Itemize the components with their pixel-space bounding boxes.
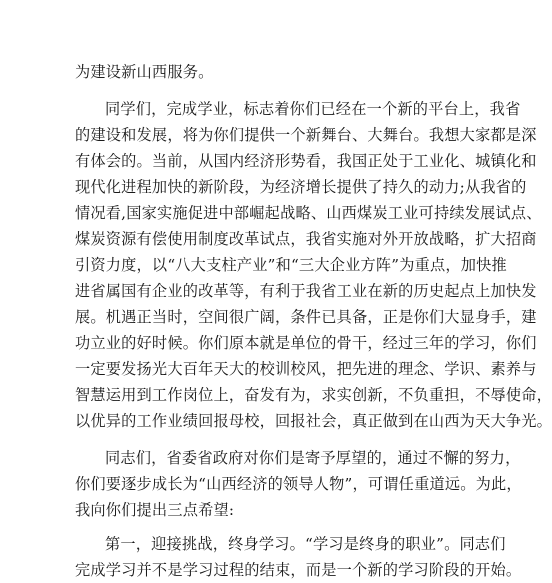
text-line: 一定要发扬光大百年天大的校训校风，把先进的理念、学识、素养与 — [75, 360, 537, 378]
text-line: 现代化进程加快的新阶段，为经济增长提供了持久的动力;从我省的 — [75, 178, 527, 196]
text-line: 展。机遇正当时，空间很广阔，条件已具备，正是你们大显身手，建 — [75, 308, 537, 326]
text-line: 煤炭资源有偿使用制度改革试点，我省实施对外开放战略，扩大招商 — [75, 230, 537, 248]
text-line: 情况看,国家实施促进中部崛起战略、山西煤炭工业可持续发展试点、 — [75, 204, 542, 222]
text-line: 引资力度，以“八大支柱产业”和“三大企业方阵”为重点，加快推 — [75, 256, 507, 274]
text-line: 功立业的好时候。你们原本就是单位的骨干，经过三年的学习，你们 — [75, 334, 537, 352]
text-line: 我向你们提出三点希望: — [75, 501, 235, 519]
text-line: 的建设和发展，将为你们提供一个新舞台、大舞台。我想大家都是深 — [75, 126, 537, 144]
text-line: 智慧运用到工作岗位上，奋发有为，求实创新，不负重担，不辱使命， — [75, 386, 552, 404]
text-line: 完成学习并不是学习过程的结束，而是一个新的学习阶段的开始。 — [75, 561, 522, 579]
text-line: 有体会的。当前，从国内经济形势看，我国正处于工业化、城镇化和 — [75, 152, 537, 170]
text-line: 进省属国有企业的改革等，有利于我省工业在新的历史起点上加快发 — [75, 282, 537, 300]
text-line: 你们要逐步成长为“山西经济的领导人物”，可谓任重道远。为此， — [75, 475, 522, 493]
text-line: 第一，迎接挑战，终身学习。“学习是终身的职业”。同志们 — [105, 535, 506, 553]
text-line: 同学们，完成学业，标志着你们已经在一个新的平台上，我省 — [105, 100, 521, 118]
text-line: 以优异的工作业绩回报母校，回报社会，真正做到在山西为天大争光。 — [75, 412, 552, 430]
text-line: 同志们，省委省政府对你们是寄予厚望的，通过不懈的努力， — [105, 449, 521, 467]
text-line: 为建设新山西服务。 — [75, 63, 214, 81]
